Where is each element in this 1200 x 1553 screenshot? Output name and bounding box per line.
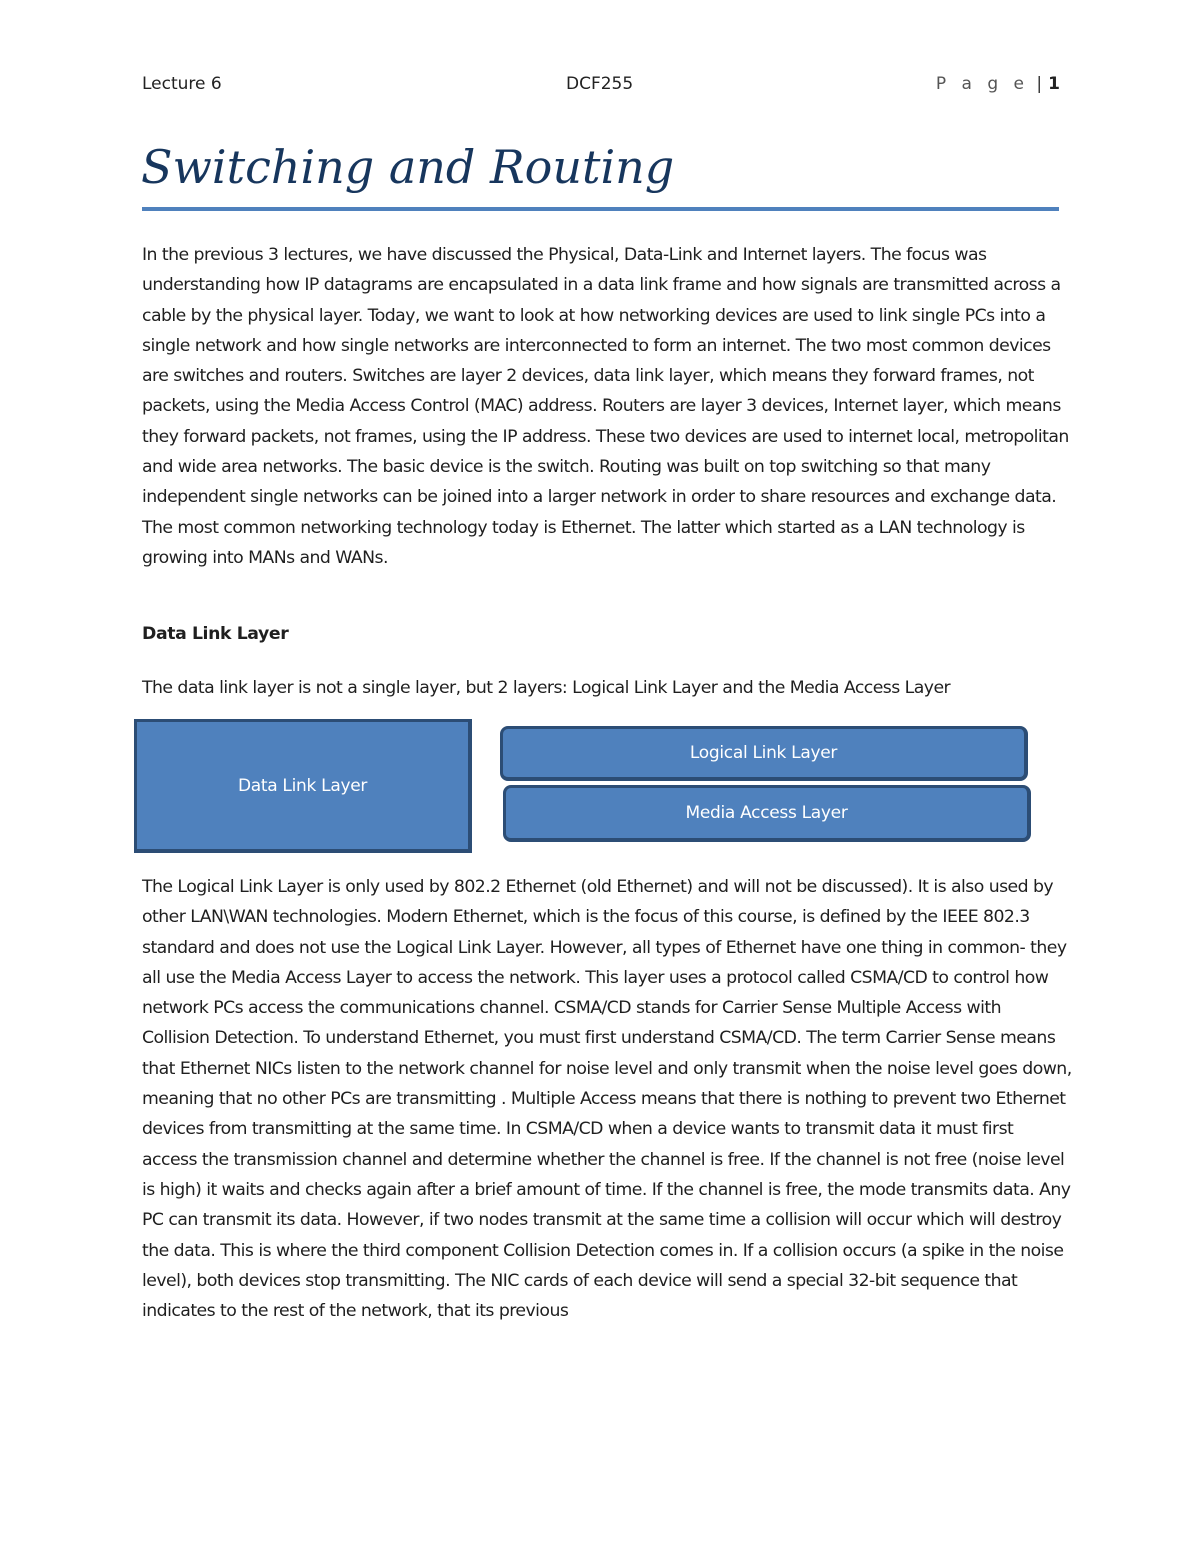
diagram-media-access-layer-label: Media Access Layer [685,803,848,823]
header-lecture-label: Lecture 6 [142,74,222,94]
header-page-word: P a g e [935,74,1030,94]
section-heading-data-link-layer: Data Link Layer [142,624,289,644]
diagram-logical-link-layer-label: Logical Link Layer [689,743,838,763]
header-separator: | [1036,74,1043,94]
diagram-logical-link-layer-box [500,726,1028,781]
document-title: Switching and Routing [141,140,675,194]
layers-sentence: The data link layer is not a single layer, but 2 layers: Logical Link Layer and the Media Access Layer [142,678,951,698]
intro-paragraph: In the previous 3 lectures, we have discussed the Physical, Data-Link and Internet layers. The focus was understanding how IP datagrams are encapsulated in a data link frame and how signals are transmitted across a cable by the physical layer. Today, we want to look at how networking devices are used to link single PCs into a single network and how single networks are interconnected to form an internet. The two most common devices are switches and routers. Switches are layer 2 devices, data link layer, which means they forward frames, not packets, using the Media Access Control (MAC) address. Routers are layer 3 devices, Internet layer, which means they forward packets, not frames, using the IP address. These two devices are used to internet local, metropolitan and wide area networks. The basic device is the switch. Routing was built on top switching so that many independent single networks can be joined into a larger network in order to share resources and exchange data. The most common networking technology today is Ethernet. The latter which started as a LAN technology is growing into MANs and WANs. [142,245,1069,568]
header-page-indicator [936,74,1060,94]
page-header [142,74,1060,100]
diagram-data-link-layer-box [134,719,472,853]
header-page-number: 1 [1048,74,1060,94]
title-underline-rule [142,207,1059,211]
llc-paragraph: The Logical Link Layer is only used by 802.2 Ethernet (old Ethernet) and will not be discussed). It is also used by other LAN\WAN technologies. Modern Ethernet, which is the focus of this course, is defined by the IEEE 802.3 standard and does not use the Logical Link Layer. However, all types of Ethernet have one thing in common- they all use the Media Access Layer to access the network. This layer uses a protocol called CSMA/CD to control how network PCs access the communications channel. CSMA/CD stands for Carrier Sense Multiple Access with Collision Detection. To understand Ethernet, you must first understand CSMA/CD. The term Carrier Sense means that Ethernet NICs listen to the network channel for noise level and only transmit when the noise level goes down, meaning that no other PCs are transmitting . Multiple Access means that there is nothing to prevent two Ethernet devices from transmitting at the same time. In CSMA/CD when a device wants to transmit data it must first access the transmission channel and determine whether the channel is free. If the channel is not free (noise level is high) it waits and checks again after a brief amount of time. If the channel is free, the mode transmits data. Any PC can transmit its data. However, if two nodes transmit at the same time a collision will occur which will destroy the data. This is where the third component Collision Detection comes in. If a collision occurs (a spike in the noise level), both devices stop transmitting. The NIC cards of each device will send a special 32-bit sequence that indicates to the rest of the network, that its previous [142,877,1072,1322]
diagram-media-access-layer-box [503,785,1031,842]
header-course-code: DCF255 [566,74,634,94]
diagram-data-link-layer-label: Data Link Layer [237,775,368,796]
